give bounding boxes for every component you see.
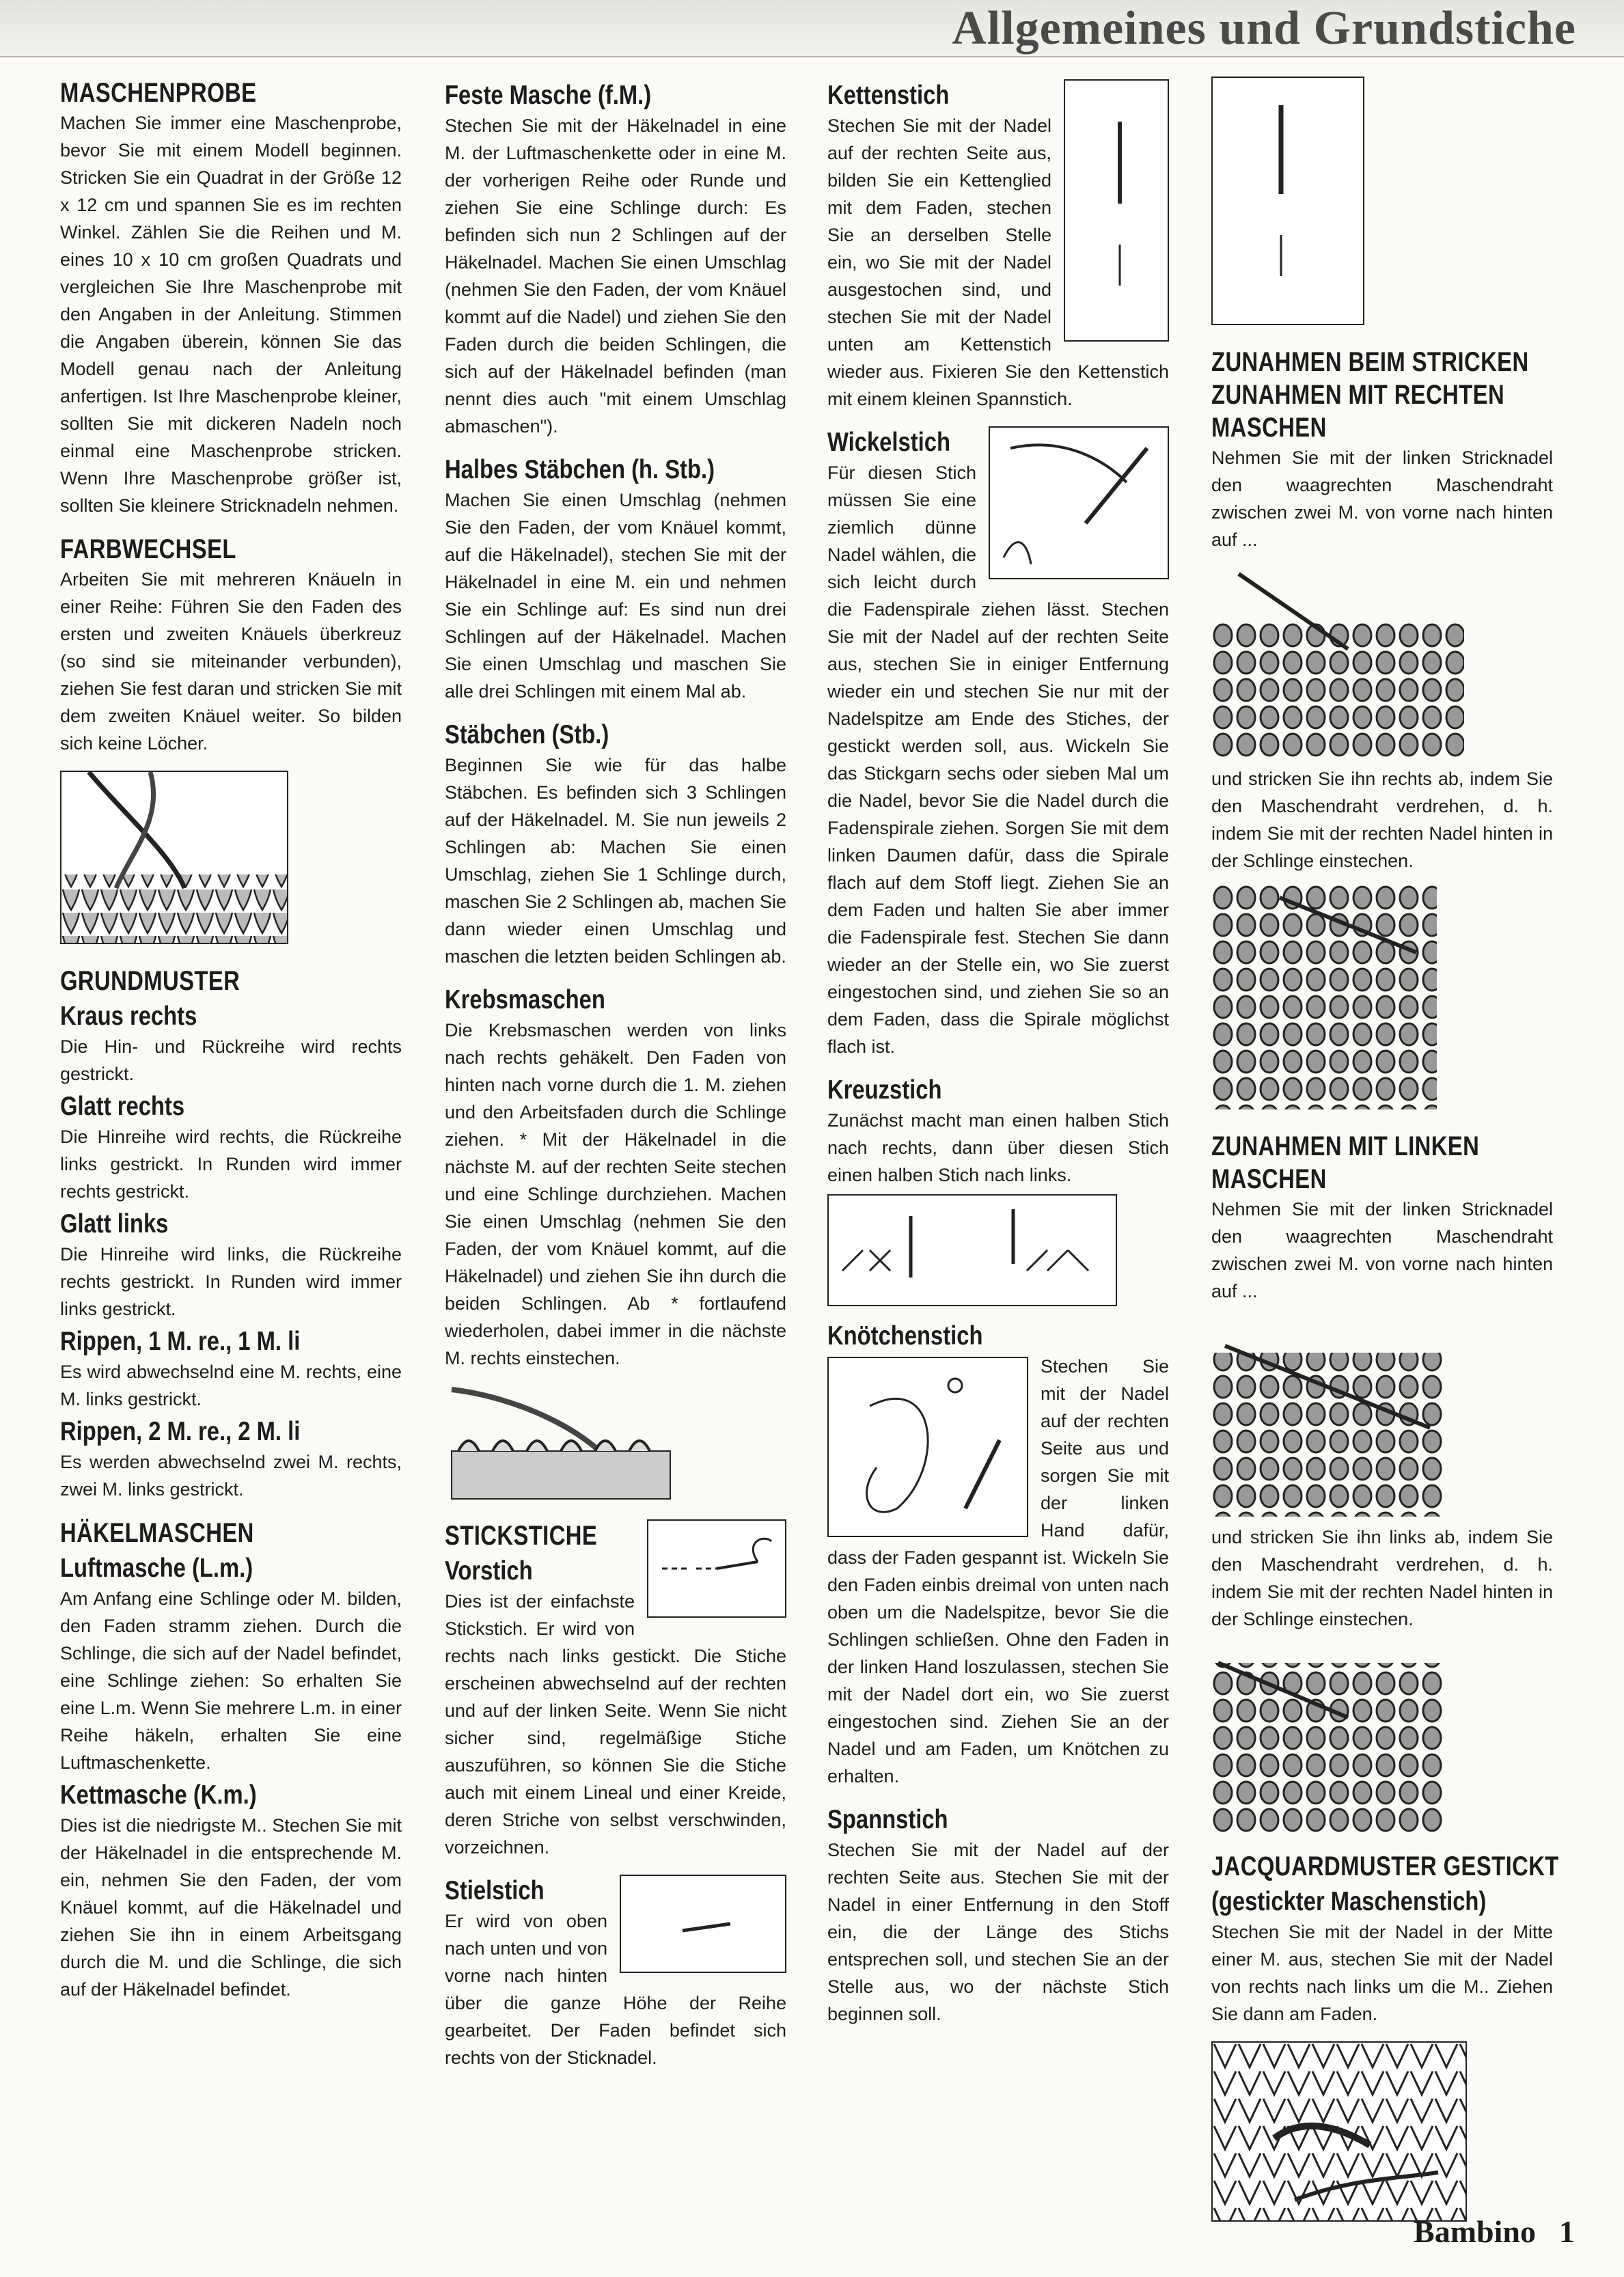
heading-halbes-staebchen: Halbes Stäbchen (h. Stb.) (445, 455, 715, 484)
heading-feste-masche: Feste Masche (f.M.) (445, 81, 652, 110)
column-3 (827, 77, 1169, 2041)
heading-krebsmaschen: Krebsmaschen (445, 985, 605, 1015)
farbwechsel-illustration (60, 771, 288, 944)
text-spannstich: Stechen Sie mit der Nadel auf der rechten Seite aus. Stechen Sie mit der Nadel in einer Entfernung in den Stoff ein, die der Länge des Stichs entsprechen soll, und stechen Sie an der Stelle aus, wo der nächste Stich beginnen soll. (827, 1840, 1169, 2024)
text-rippen-2: Es werden abwechselnd zwei M. rechts, zwei M. links gestrickt. (60, 1452, 402, 1500)
heading-gestickter-maschenstich: (gestickter Maschenstich) (1211, 1887, 1487, 1916)
zunahmen-rechts-illustration-2 (1211, 884, 1437, 1109)
heading-kreuzstich: Kreuzstich (827, 1075, 942, 1105)
magazine-name: Bambino (1414, 2214, 1536, 2249)
heading-kettenstich: Kettenstich (827, 81, 950, 110)
text-glatt-links: Die Hinreihe wird links, die Rückreihe rechts gestrickt. In Runden wird immer links gestrickt. (60, 1244, 402, 1319)
jacquard-illustration (1211, 2041, 1467, 2222)
heading-luftmasche: Luftmasche (L.m.) (60, 1554, 253, 1583)
text-farbwechsel: Arbeiten Sie mit mehreren Knäueln in einer Reihe: Führen Sie den Faden des ersten und zweiten Knäuels überkreuz (so sind sie miteinander verbunden), ziehen Sie fest daran und stricken Sie mit dem zweiten Knäuel weiter. So bilden sich keine Löcher. (60, 569, 402, 754)
text-kettenstich: Stechen Sie mit der Nadel auf der rechten Seite aus, bilden Sie ein Kettenglied mit dem Faden, stechen Sie an derselben Stelle ein, wo Sie mit der Nadel ausgestochen sind, und stechen Sie mit der Nadel unten am Kettenstich wieder aus. Fixieren Sie den Kettenstich mit einem kleinen Spannstich. (827, 115, 1169, 409)
krebsmaschen-illustration (445, 1376, 677, 1506)
heading-haekelmaschen: HÄKELMASCHEN (60, 1518, 254, 1548)
heading-spannstich: Spannstich (827, 1805, 948, 1834)
knoetchenstich-illustration (827, 1357, 1028, 1537)
text-jacquardmuster: Stechen Sie mit der Nadel in der Mitte einer M. aus, stechen Sie mit der Nadel von rechts nach links um die M.. Ziehen Sie dann am Faden. (1211, 1922, 1553, 2024)
heading-rippen-1: Rippen, 1 M. re., 1 M. li (60, 1327, 301, 1356)
heading-stickstiche: STICKSTICHE (445, 1521, 598, 1551)
heading-stielstich: Stielstich (445, 1876, 545, 1905)
text-wickelstich: Für diesen Stich müssen Sie eine ziemlich dünne Nadel wählen, die sich leicht durch die Fadenspirale ziehen lässt. Stechen Sie mit der Nadel auf der rechten Seite aus, stechen Sie in einiger Entfernung wieder ein und stechen Sie nur mit der Nadelspitze am Ende des Stiches, der gestickt werden soll, aus. Wickeln Sie das Stickgarn sechs oder sieben Mal um die Nadel, bevor Sie die Nadel durch die Fadenspirale ziehen. Sorgen Sie mit dem linken Daumen dafür, dass die Spirale flach auf dem Stoff liegt. Ziehen Sie an dem Faden und halten Sie aber immer die Fadenspirale fest. Stechen Sie dann wieder an der Stelle ein, wo Sie zuerst eingestochen sind, und ziehen Sie so an dem Faden, dass die Spirale möglichst flach ist. (827, 463, 1169, 1057)
heading-wickelstich: Wickelstich (827, 428, 950, 457)
kreuzstich-illustration (827, 1194, 1117, 1306)
text-knoetchenstich: Stechen Sie mit der Nadel auf der rechten Seite aus und sorgen Sie mit der linken Hand dafür, dass der Faden gespannt ist. Wickeln Sie den Faden einbis dreimal von unten nach oben um die Nadelspitze, bevor Sie die Schlingen schließen. Ohne den Faden in der linken Hand loszulassen, stechen Sie mit der Nadel dort ein, wo Sie zuerst eingestochen sind. Ziehen Sie an der Nadel und am Faden, um Knötchen zu erhalten. (827, 1356, 1169, 1786)
zunahmen-links-illustration-2 (1211, 1642, 1444, 1834)
zunahmen-needle-illustration (1211, 77, 1364, 325)
heading-zunahmen-rechte-maschen: ZUNAHMEN MIT RECHTEN MASCHEN (1211, 380, 1505, 443)
heading-staebchen: Stäbchen (Stb.) (445, 720, 609, 749)
footer (1390, 2213, 1575, 2250)
column-4 (1211, 77, 1559, 2222)
text-zunahmen-rechts-1: Nehmen Sie mit der linken Stricknadel den waagrechten Maschendraht zwischen zwei M. von vorne nach hinten auf ... (1211, 447, 1553, 550)
heading-kraus-rechts: Kraus rechts (60, 1002, 197, 1031)
heading-grundmuster: GRUNDMUSTER (60, 966, 240, 996)
text-zunahmen-rechts-2: und stricken Sie ihn rechts ab, indem Sie den Maschendraht verdrehen, d. h. indem Sie mit der rechten Nadel hinten in der Schlinge einstechen. (1211, 769, 1553, 871)
text-kreuzstich: Zunächst macht man einen halben Stich nach rechts, dann über diesen Stich einen halben Stich nach links. (827, 1110, 1169, 1185)
text-kraus-rechts: Die Hin- und Rückreihe wird rechts gestrickt. (60, 1036, 402, 1084)
zunahmen-links-illustration-1 (1211, 1319, 1444, 1517)
heading-vorstich: Vorstich (445, 1556, 533, 1586)
text-feste-masche: Stechen Sie mit der Häkelnadel in eine M. der Luftmaschenkette oder in eine M. der vorherigen Reihe oder Runde und ziehen Sie eine Schlinge durch: Es befinden sich nun 2 Schlingen auf der Häkelnadel. Machen Sie einen Umschlag (nehmen Sie den Faden, der vom Knäuel kommt auf die Nadel) und ziehen Sie den Faden durch die beiden Schlingen, die sich auf der Häkelnadel befinden (man nennt dies auch "mit einem Umschlag abmaschen"). (445, 115, 786, 437)
text-zunahmen-links-2: und stricken Sie ihn links ab, indem Sie den Maschendraht verdrehen, d. h. indem Sie mit der rechten Nadel hinten in der Schlinge einstechen. (1211, 1527, 1553, 1629)
text-maschenprobe: Machen Sie immer eine Maschenprobe, bevor Sie mit einem Modell beginnen. Stricken Sie ein Quadrat in der Größe 12 x 12 cm und spannen Sie es im rechten Winkel. Zählen Sie die Reihen und M. eines 10 x 10 cm großen Quadrats und vergleichen Sie Ihre Maschenprobe mit den Angaben in der Anleitung. Stimmen die Angaben überein, können Sie das Modell genau nach der Anleitung anfertigen. Ist Ihre Maschenprobe kleiner, sollten Sie mit dickeren Nadeln noch einmal eine Maschenprobe stricken. Wenn Ihre Maschenprobe größer ist, sollten Sie kleinere Stricknadeln nehmen. (60, 113, 402, 516)
heading-zunahmen-linke-maschen: ZUNAHMEN MIT LINKEN MASCHEN (1211, 1131, 1480, 1194)
heading-knoetchenstich: Knötchenstich (827, 1321, 983, 1351)
text-glatt-rechts: Die Hinreihe wird rechts, die Rückreihe links gestrickt. In Runden wird immer rechts gestrickt. (60, 1127, 402, 1202)
heading-rippen-2: Rippen, 2 M. re., 2 M. li (60, 1417, 301, 1446)
heading-kettmasche: Kettmasche (K.m.) (60, 1780, 257, 1810)
text-rippen-1: Es wird abwechselnd eine M. rechts, eine M. links gestrickt. (60, 1362, 402, 1409)
heading-farbwechsel: FARBWECHSEL (60, 534, 236, 564)
text-stielstich: Er wird von oben nach unten und von vorne nach hinten über die ganze Höhe der Reihe gearbeitet. Der Faden befindet sich rechts von der Sticknadel. (445, 1911, 786, 2068)
zunahmen-rechts-illustration-1 (1211, 567, 1464, 758)
heading-glatt-rechts: Glatt rechts (60, 1092, 185, 1121)
page-number: 1 (1559, 2214, 1575, 2249)
page-title: Allgemeines und Grundstiche (952, 2, 1576, 55)
heading-glatt-links: Glatt links (60, 1209, 169, 1239)
text-staebchen: Beginnen Sie wie für das halbe Stäbchen. Es befinden sich 3 Schlingen auf der Häkelnadel. M. Sie nun jeweils 2 Schlingen ab: Machen Sie einen Umschlag, ziehen Sie 1 Schlinge durch, maschen Sie 2 Schlingen ab, machen Sie dann wieder einen Umschlag und maschen die letzten beiden Schlingen ab. (445, 755, 786, 967)
text-kettmasche: Dies ist die niedrigste M.. Stechen Sie mit der Häkelnadel in die entsprechende M. ein, nehmen Sie den Faden, der vom Knäuel kommt, auf die Häkelnadel und ziehen Sie ihn in einem Arbeitsgang durch die M. und die Schlinge, die sich auf der Häkelnadel befindet. (60, 1815, 402, 2000)
heading-zunahmen-beim-stricken: ZUNAHMEN BEIM STRICKEN (1211, 347, 1529, 377)
heading-maschenprobe: MASCHENPROBE (60, 78, 257, 108)
column-1 (60, 77, 402, 2017)
text-krebsmaschen: Die Krebsmaschen werden von links nach rechts gehäkelt. Den Faden von hinten nach vorne durch die 1. M. ziehen und den Arbeitsfaden durch die Schlinge ziehen. * Mit der Häkelnadel in die nächste M. auf der rechten Seite stechen und eine Schlinge durchziehen. Machen Sie einen Umschlag (nehmen Sie den Faden, der vom Knäuel kommt, auf die Häkelnadel) und ziehen Sie ihn durch die beiden Schlingen. Ab * fortlaufend wiederholen, dabei immer in die nächste M. rechts einstechen. (445, 1020, 786, 1368)
text-halbes-staebchen: Machen Sie einen Umschlag (nehmen Sie den Faden, der vom Knäuel kommt, auf die Häkelnadel), stechen Sie mit der Häkelnadel in eine M. ein und nehmen Sie ein Schlinge auf: Es sind nun drei Schlingen auf der Häkelnadel. Machen Sie einen Umschlag und maschen Sie alle drei Schlingen mit einem Mal ab. (445, 490, 786, 702)
text-vorstich: Dies ist der einfachste Stickstich. Er wird von rechts nach links gestickt. Die Stiche erscheinen abwechselnd auf der rechten und auf der linken Seite. Wenn Sie nicht sicher sind, regelmäßige Stiche auszuführen, so können Sie die Stiche auch mit einem Lineal und einer Kreide, deren Striche von selbst verschwinden, vorzeichnen. (445, 1591, 786, 1858)
heading-jacquardmuster: JACQUARDMUSTER GESTICKT (1211, 1851, 1559, 1881)
text-luftmasche: Am Anfang eine Schlinge oder M. bilden, den Faden stramm ziehen. Durch die Schlinge, die sich auf der Nadel befindet, eine Schlinge ziehen: So erhalten Sie eine L.m. Wenn Sie mehrere L.m. in einer Reihe häkeln, erhalten Sie eine Luftmaschenkette. (60, 1588, 402, 1773)
kettenstich-illustration (1064, 79, 1169, 342)
text-zunahmen-links-1: Nehmen Sie mit der linken Stricknadel den waagrechten Maschendraht zwischen zwei M. von vorne nach hinten auf ... (1211, 1199, 1553, 1301)
column-2 (445, 77, 786, 2085)
